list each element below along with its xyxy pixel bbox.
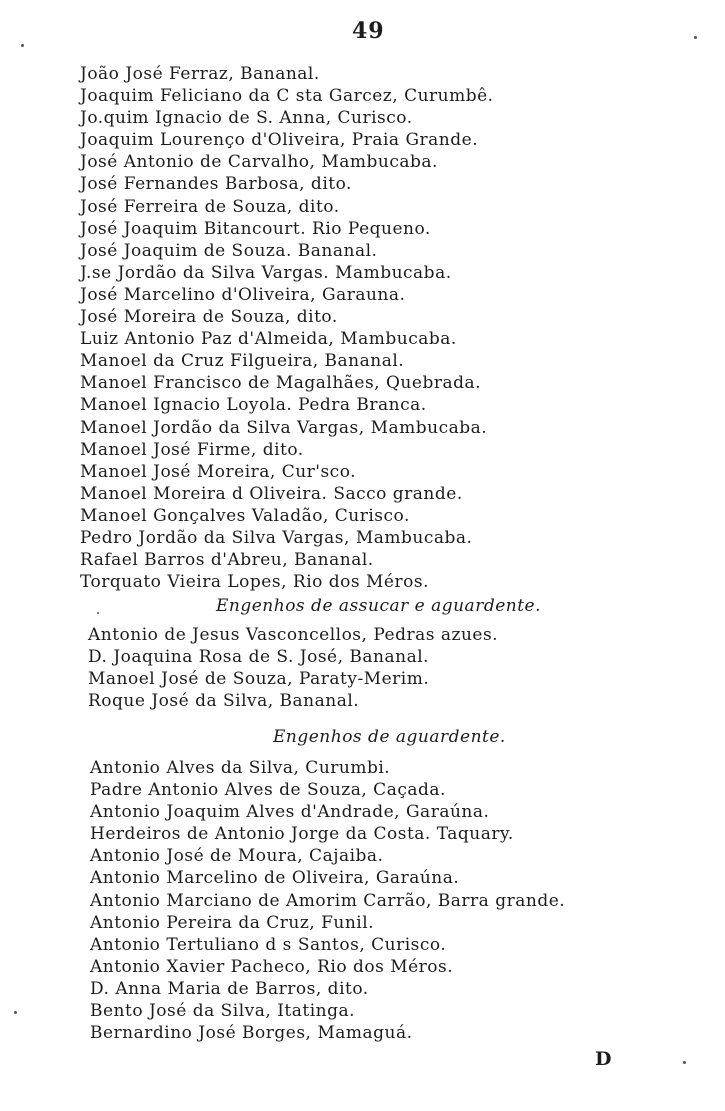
list-item: José Marcelino d'Oliveira, Garauna.: [80, 284, 406, 305]
list-item: Antonio Xavier Pacheco, Rio dos Méros.: [90, 956, 454, 977]
list-item: Antonio Marcelino de Oliveira, Garaúna.: [90, 868, 460, 889]
list-item: Joaquim Feliciano da C sta Garcez, Curumbê.: [80, 86, 494, 107]
list-item: Jo.quim Ignacio de S. Anna, Curisco.: [80, 108, 413, 129]
list-item: Manoel José Firme, dito.: [80, 439, 304, 460]
list-item: Manoel Jordão da Silva Vargas, Mambucaba.: [80, 417, 488, 438]
list-item: Antonio Tertuliano d s Santos, Curisco.: [90, 934, 447, 955]
list-item: Herdeiros de Antonio Jorge da Costa. Taquary.: [90, 824, 514, 845]
list-item: Antonio Pereira da Cruz, Funil.: [90, 912, 375, 933]
list-item: Antonio Marciano de Amorim Carrão, Barra grande.: [90, 890, 566, 911]
paper-speck: [683, 1061, 686, 1064]
list-item: José Joaquim Bitancourt. Rio Pequeno.: [80, 218, 431, 239]
paper-speck: [97, 612, 99, 614]
list-item: Padre Antonio Alves de Souza, Caçada.: [90, 780, 446, 801]
entries-list-2: [88, 624, 498, 712]
list-item: Manoel Francisco de Magalhães, Quebrada.: [80, 373, 482, 394]
list-item: José Ferreira de Souza, dito.: [80, 196, 340, 217]
list-item: Antonio José de Moura, Cajaiba.: [90, 846, 384, 867]
list-item: Rafael Barros d'Abreu, Bananal.: [80, 550, 374, 571]
list-item: João José Ferraz, Bananal.: [80, 64, 320, 84]
page-number: 49: [352, 18, 385, 44]
list-item: J.se Jordão da Silva Vargas. Mambucaba.: [80, 262, 452, 283]
paper-speck: [694, 36, 697, 39]
list-item: D. Anna Maria de Barros, dito.: [90, 978, 369, 999]
entries-list-1: [80, 63, 494, 593]
list-item: Manoel Gonçalves Valadão, Curisco.: [80, 505, 410, 526]
paper-speck: [21, 44, 24, 47]
list-item: Antonio de Jesus Vasconcellos, Pedras azues.: [88, 625, 499, 645]
list-item: Joaquim Lourenço d'Oliveira, Praia Grande.: [80, 130, 479, 151]
section-heading-sugar-and-spirits-mills: Engenhos de assucar e aguardente.: [216, 596, 542, 616]
list-item: José Fernandes Barbosa, dito.: [80, 174, 352, 195]
section-heading-spirits-mills: Engenhos de aguardente.: [273, 727, 506, 747]
list-item: Manoel Moreira d Oliveira. Sacco grande.: [80, 483, 463, 504]
list-item: Manoel da Cruz Filgueira, Bananal.: [80, 351, 405, 372]
list-item: Manoel Ignacio Loyola. Pedra Branca.: [80, 395, 427, 416]
list-item: Manoel José Moreira, Cur'sco.: [80, 461, 357, 482]
list-item: Manoel José de Souza, Paraty-Merim.: [88, 669, 430, 690]
list-item: José Moreira de Souza, dito.: [80, 307, 338, 328]
list-item: Roque José da Silva, Bananal.: [88, 691, 360, 712]
list-item: D. Joaquina Rosa de S. José, Bananal.: [88, 647, 430, 668]
catchword: D: [595, 1048, 612, 1070]
list-item: Antonio Joaquim Alves d'Andrade, Garaúna.: [90, 802, 490, 823]
list-item: Torquato Vieira Lopes, Rio dos Méros.: [80, 572, 429, 593]
paper-speck: [14, 1011, 17, 1014]
list-item: Bento José da Silva, Itatinga.: [90, 1001, 356, 1022]
list-item: José Antonio de Carvalho, Mambucaba.: [80, 152, 438, 173]
list-item: Pedro Jordão da Silva Vargas, Mambucaba.: [80, 527, 473, 548]
list-item: Luiz Antonio Paz d'Almeida, Mambucaba.: [80, 329, 457, 350]
entries-list-3: [90, 757, 565, 1044]
list-item: Antonio Alves da Silva, Curumbi.: [90, 758, 391, 778]
list-item: Bernardino José Borges, Mamaguá.: [90, 1023, 413, 1044]
list-item: José Joaquim de Souza. Bananal.: [80, 240, 378, 261]
